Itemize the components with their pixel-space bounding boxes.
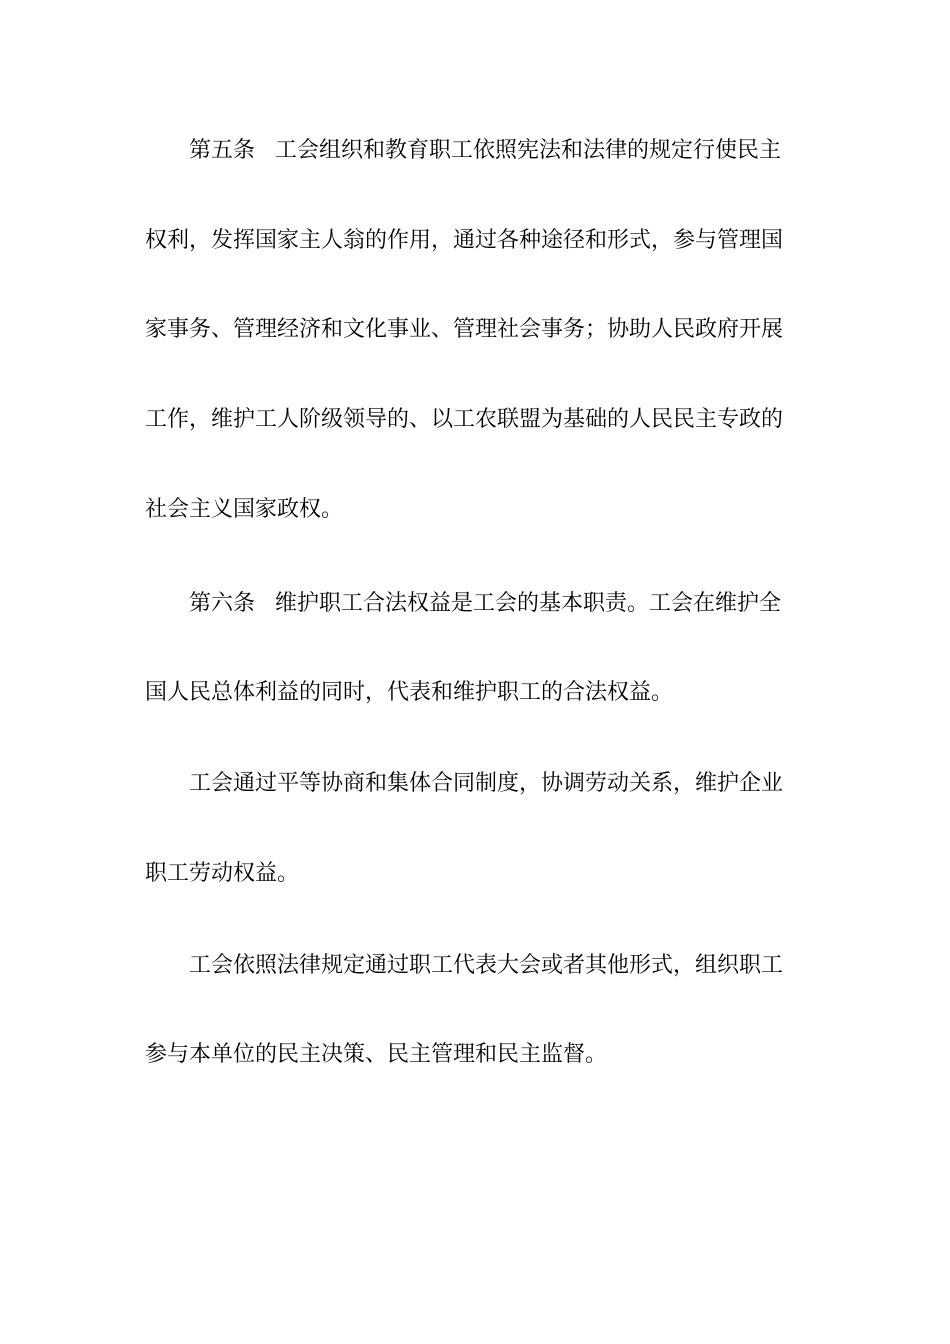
- article5-first-line: [189, 136, 805, 166]
- article6-label: 第六条: [189, 591, 256, 616]
- article5-label: 第五条: [189, 138, 256, 163]
- article6-p1-line-1: 维护职工合法权益是工会的基本职责。工会在维护全: [275, 591, 782, 616]
- article6-first-line: [189, 589, 805, 619]
- article5-line-2: 权利，发挥国家主人翁的作用，通过各种途径和形式，参与管理国: [145, 228, 784, 253]
- article6-p1-line-2: 国人民总体利益的同时，代表和维护职工的合法权益。: [145, 680, 674, 705]
- article5-line-4: 工作，维护工人阶级领导的、以工农联盟为基础的人民民主专政的: [145, 407, 784, 432]
- article5-line-5: 社会主义国家政权。: [145, 497, 344, 522]
- article6-p2-line-1: 工会通过平等协商和集体合同制度，协调劳动关系，维护企业: [189, 771, 784, 796]
- article6-p3-line-2: 参与本单位的民主决策、民主管理和民主监督。: [145, 1042, 608, 1067]
- article5-line-3: 家事务、管理经济和文化事业、管理社会事务；协助人民政府开展: [145, 317, 784, 342]
- article6-p3-line-1: 工会依照法律规定通过职工代表大会或者其他形式，组织职工: [189, 953, 784, 978]
- article6-p2-line-2: 职工劳动权益。: [145, 861, 300, 886]
- article5-line-1: 工会组织和教育职工依照宪法和法律的规定行使民主: [275, 138, 782, 163]
